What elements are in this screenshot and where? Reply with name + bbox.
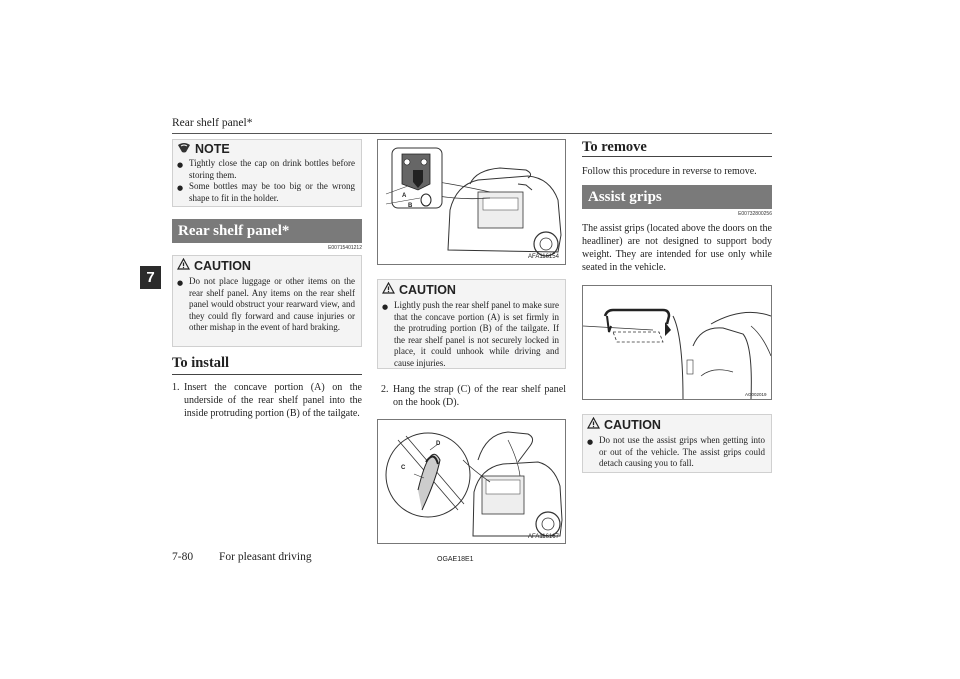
warning-triangle-icon: [587, 417, 600, 432]
figure-2-label-c: C: [401, 465, 406, 471]
to-remove-text: Follow this procedure in reverse to remove.: [582, 166, 757, 177]
assist-grips-text: The assist grips (located above the doors on the headliner) are not designed to support body weight. They are intended for use only while seated in the vehicle.: [582, 223, 772, 273]
running-header: Rear shelf panel*: [172, 117, 253, 129]
figure-assist-grip: [582, 285, 772, 400]
bullet-icon: ●: [382, 303, 389, 311]
assist-grips-heading: Assist grips: [582, 185, 772, 209]
page-number: 7-80: [172, 551, 194, 563]
note-box: [172, 139, 362, 207]
install-step-2: 2. Hang the strap (C) of the rear shelf panel on the hook (D).: [381, 384, 566, 408]
caution-box-shelf-lock: [377, 279, 566, 369]
warning-triangle-icon: [382, 282, 395, 297]
rear-shelf-heading: Rear shelf panel*: [172, 219, 362, 243]
rear-shelf-code: E00715401212: [328, 245, 362, 251]
figure-1-label-b: B: [408, 203, 413, 209]
caution-title: CAUTION: [194, 258, 251, 273]
note-icon: [177, 142, 191, 156]
caution-item: ● Do not use the assist grips when getting into or out of the vehicle. The assist grips could detach causing you to fall.: [587, 435, 765, 468]
to-remove-heading: To remove: [582, 139, 647, 155]
caution-box-assist-grips: [582, 414, 772, 473]
figure-1-label-a: A: [402, 193, 407, 199]
chapter-tab: 7: [140, 266, 161, 289]
caution-title: CAUTION: [604, 417, 661, 432]
to-install-heading: To install: [172, 355, 230, 371]
figure-shelf-hook: [377, 139, 566, 265]
document-code: OGAE18E1: [437, 556, 474, 563]
footer-section: For pleasant driving: [219, 551, 312, 563]
bullet-icon: ●: [177, 279, 184, 287]
figure-3-code: AG002019: [745, 392, 767, 397]
caution-box-rear-shelf: [172, 255, 362, 347]
assist-grips-code: E00732800256: [738, 211, 772, 217]
to-remove-rule: [582, 156, 772, 157]
bullet-icon: ●: [177, 161, 184, 169]
figure-1-code: AFA116154: [528, 254, 559, 260]
caution-item: ● Do not place luggage or other items on the rear shelf panel. Any items on the rear shelf panel would obstruct your rearward view, and they could fly forward and cause injuries or other mishap in the event of hard braking.: [177, 276, 355, 332]
note-item: ● Tightly close the cap on drink bottles before storing them.: [177, 158, 355, 180]
to-install-rule: [172, 374, 362, 375]
install-step-1: 1. Insert the concave portion (A) on the underside of the rear shelf panel into the inside protruding portion (B) of the tailgate.: [172, 382, 362, 419]
figure-2-label-d: D: [436, 441, 441, 447]
figure-2-code: AFA116167: [528, 534, 559, 540]
caution-item: ● Lightly push the rear shelf panel to make sure that the concave portion (A) is set firmly in the protruding portion (B) of the tailgate. If the rear shelf panel is not securely locked in place, it could unhook while driving and cause injuries.: [382, 300, 559, 368]
header-rule: [172, 133, 772, 134]
bullet-icon: ●: [177, 184, 184, 192]
bullet-icon: ●: [587, 438, 594, 446]
note-item: ● Some bottles may be too big or the wrong shape to fit in the holder.: [177, 181, 355, 203]
warning-triangle-icon: [177, 258, 190, 273]
figure-strap-hook: [377, 419, 566, 544]
note-title: NOTE: [195, 142, 230, 156]
caution-title: CAUTION: [399, 282, 456, 297]
